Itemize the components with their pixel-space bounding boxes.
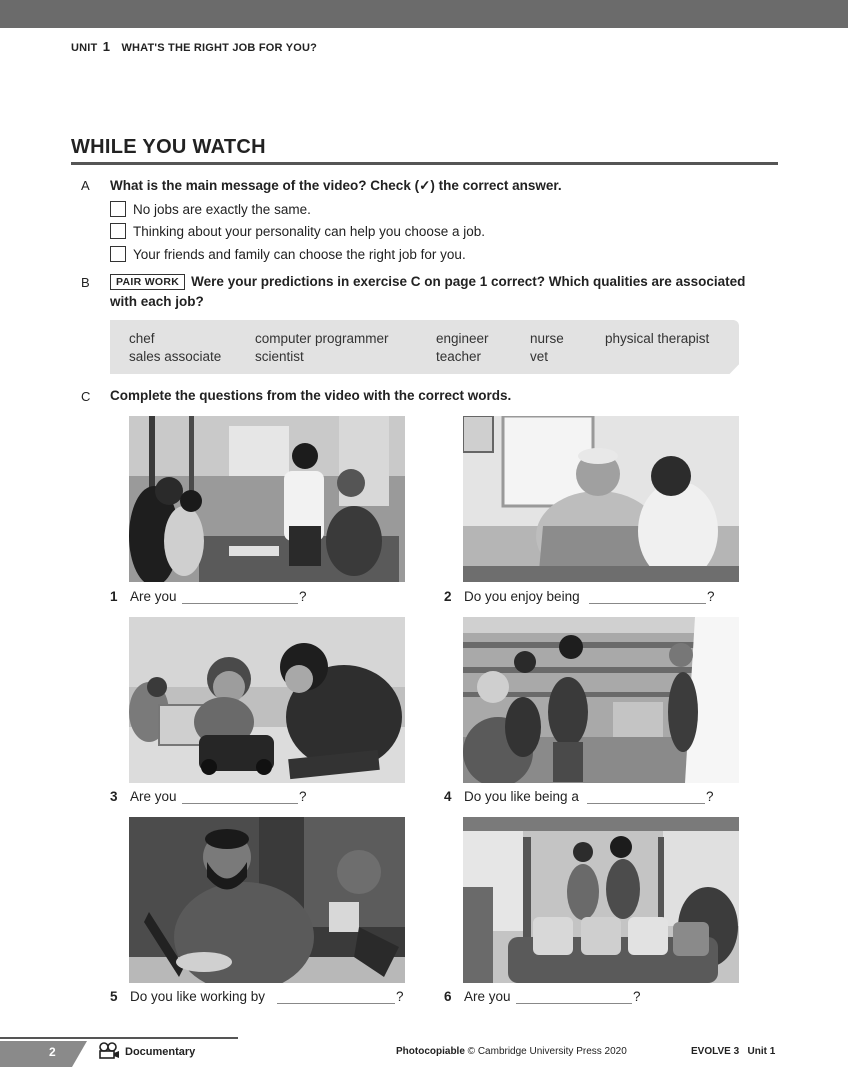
photo-man-laptop [129,817,405,983]
option-label: Thinking about your personality can help you choose a job. [133,223,485,239]
question-mark: ? [299,789,307,804]
answer-blank[interactable] [589,603,706,604]
answer-blank[interactable] [587,803,705,804]
answer-blank[interactable] [182,803,298,804]
word-item: sales associate [129,349,222,364]
book-title: EVOLVE 3 [691,1046,740,1057]
photo-nurse-patient [463,416,739,582]
film-camera-icon [98,1042,120,1059]
page-number: 2 [49,1045,56,1059]
question-mark: ? [706,789,714,804]
word-item: nurse [530,331,564,346]
question-text: Do you enjoy being [464,589,580,604]
photo-meeting [129,416,405,582]
checkbox[interactable] [110,201,126,217]
question-number: 6 [444,989,452,1004]
answer-blank[interactable] [182,603,298,604]
question-text: Are you [464,989,511,1004]
page-number-tab [0,1039,240,1069]
copyright-text: © Cambridge University Press 2020 [464,1046,627,1057]
exercise-c-letter: C [81,389,91,404]
section-rule [71,162,778,165]
copyright [396,1046,627,1057]
exercise-b-letter: B [81,275,90,290]
word-item: engineer [436,331,489,346]
word-item: scientist [255,349,304,364]
unit-header [71,39,317,54]
photo-store-lounge [463,817,739,983]
book-reference [691,1046,775,1057]
book-unit: Unit 1 [747,1046,776,1057]
checkbox[interactable] [110,246,126,262]
word-item: chef [129,331,155,346]
answer-blank[interactable] [516,1003,632,1004]
section-label: Documentary [125,1046,196,1058]
answer-blank[interactable] [277,1003,395,1004]
word-item: teacher [436,349,482,364]
option-2[interactable] [110,222,485,240]
word-item: physical therapist [605,331,710,346]
unit-label: UNIT [71,42,98,54]
top-bar [0,0,848,28]
question-text: Are you [130,589,177,604]
word-box [110,320,739,374]
word-item: vet [530,349,549,364]
question-number: 2 [444,589,452,604]
exercise-b-line1: Were your predictions in exercise C on page 1 correct? Which qualities are associated [191,274,746,289]
question-mark: ? [396,989,404,1004]
question-mark: ? [633,989,641,1004]
option-3[interactable] [110,245,466,263]
question-text: Do you like being a [464,789,579,804]
section-title: WHILE YOU WATCH [71,136,266,158]
question-number: 3 [110,789,118,804]
question-mark: ? [299,589,307,604]
question-number: 4 [444,789,452,804]
option-label: No jobs are exactly the same. [133,201,311,217]
exercise-c-instruction: Complete the questions from the video with the correct words. [110,388,512,403]
question-text: Do you like working by [130,989,266,1004]
option-1[interactable] [110,200,311,218]
checkbox[interactable] [110,223,126,239]
exercise-a-letter: A [81,178,90,193]
photo-robotics-class [129,617,405,783]
pair-work-badge: PAIR WORK [110,274,185,290]
exercise-b-instruction [110,274,745,290]
word-item: computer programmer [255,331,389,346]
option-label: Your friends and family can choose the right job for you. [133,246,466,262]
photocopiable-label: Photocopiable [396,1046,465,1057]
question-mark: ? [707,589,715,604]
question-text: Are you [130,789,177,804]
photo-team-whiteboard [463,617,739,783]
exercise-b-line2: with each job? [110,294,204,309]
exercise-a-instruction: What is the main message of the video? Check (✓) the correct answer. [110,178,562,193]
question-number: 5 [110,989,118,1004]
unit-title: WHAT'S THE RIGHT JOB FOR YOU? [121,42,318,54]
question-number: 1 [110,589,118,604]
unit-number: 1 [102,39,111,54]
